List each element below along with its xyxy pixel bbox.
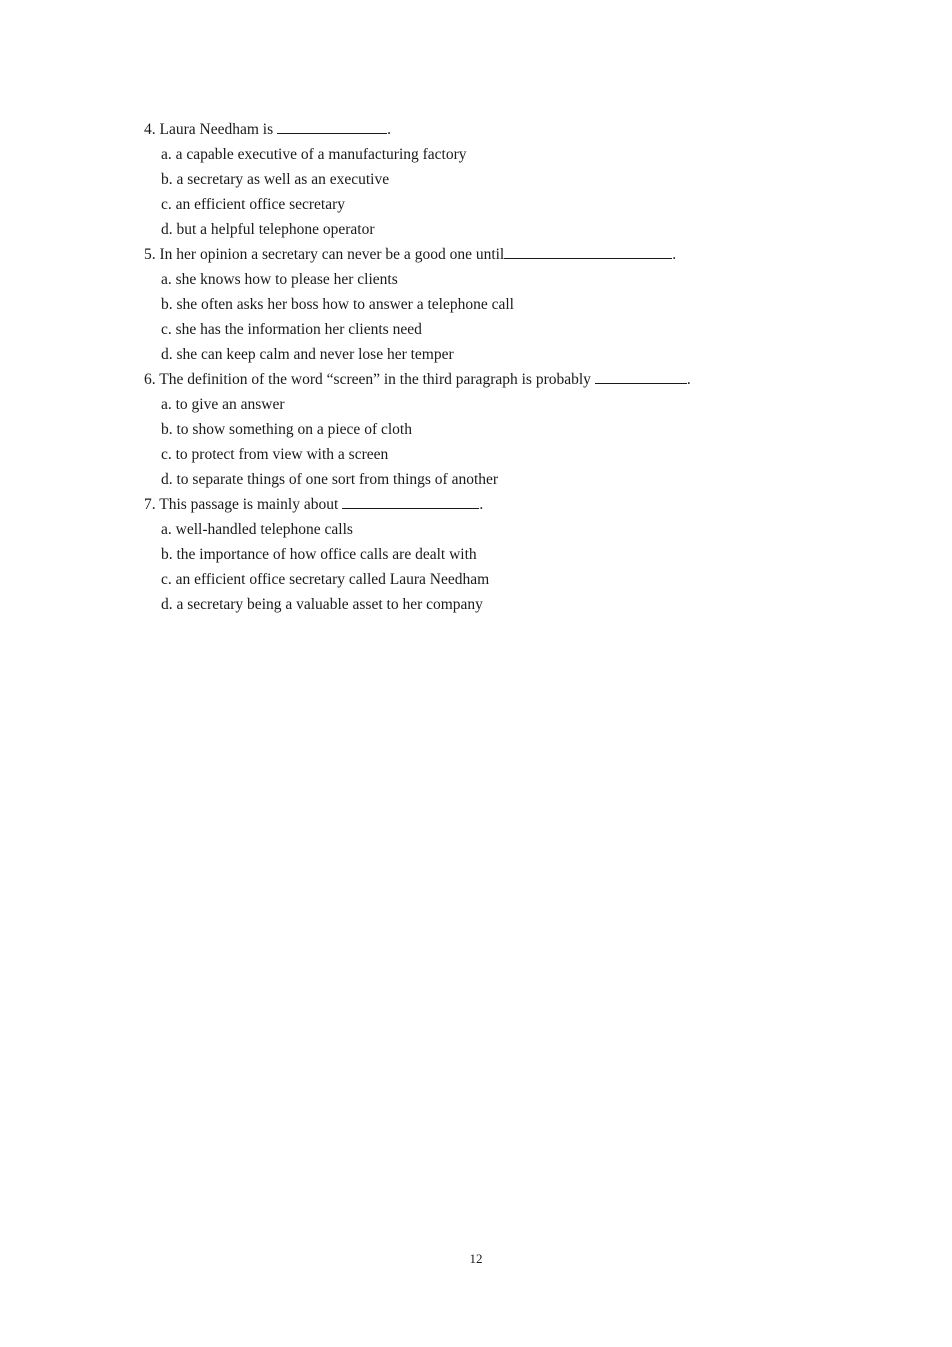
question-stem-5: 5. In her opinion a secretary can never be a good one until . xyxy=(144,246,677,263)
question-6-option-c: c. to protect from view with a screen xyxy=(161,446,389,463)
question-list xyxy=(144,117,844,617)
question-5-option-c: c. she has the information her clients need xyxy=(161,321,422,338)
question-7-option-c: c. an efficient office secretary called Laura Needham xyxy=(161,571,490,588)
answer-blank xyxy=(277,119,387,134)
question-5-option-a: a. she knows how to please her clients xyxy=(161,271,398,288)
question-7-option-b: b. the importance of how office calls are dealt with xyxy=(161,546,477,563)
answer-blank xyxy=(504,244,672,259)
question-stem-4: 4. Laura Needham is . xyxy=(144,121,391,138)
question-6-option-b: b. to show something on a piece of cloth xyxy=(161,421,412,438)
question-4-option-b: b. a secretary as well as an executive xyxy=(161,171,390,188)
question-stem-7: 7. This passage is mainly about . xyxy=(144,496,484,513)
question-5-option-d: d. she can keep calm and never lose her temper xyxy=(161,346,454,363)
question-5-option-b: b. she often asks her boss how to answer a telephone call xyxy=(161,296,514,313)
question-4-option-a: a. a capable executive of a manufacturing factory xyxy=(161,146,467,163)
question-stem-6: 6. The definition of the word “screen” in the third paragraph is probably . xyxy=(144,371,691,388)
answer-blank xyxy=(342,494,479,509)
question-7-option-a: a. well-handled telephone calls xyxy=(161,521,353,538)
question-7-option-d: d. a secretary being a valuable asset to her company xyxy=(161,596,483,613)
page-number: 12 xyxy=(469,1251,483,1266)
question-6-option-d: d. to separate things of one sort from things of another xyxy=(161,471,499,488)
question-6-option-a: a. to give an answer xyxy=(161,396,285,413)
question-4-option-d: d. but a helpful telephone operator xyxy=(161,221,375,238)
question-4-option-c: c. an efficient office secretary xyxy=(161,196,346,213)
answer-blank xyxy=(595,369,687,384)
